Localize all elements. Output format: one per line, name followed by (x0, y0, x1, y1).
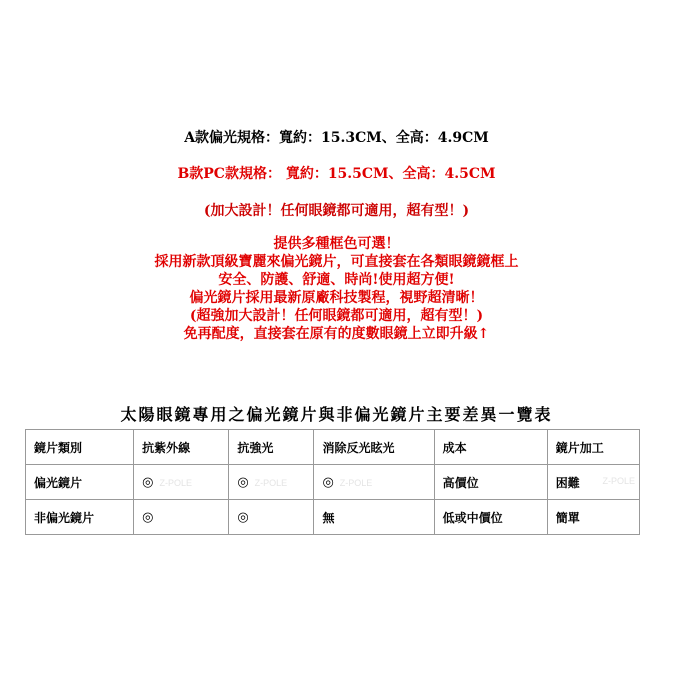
comparison-table-title: 太陽眼鏡專用之偏光鏡片與非偏光鏡片主要差異一覽表 (120, 405, 553, 424)
table-cell: 非偏光鏡片 (26, 500, 134, 535)
header-cell: 成本 (434, 430, 547, 465)
table-row (26, 465, 640, 500)
table-cell (134, 500, 229, 535)
double-circle-mark: ◎ (142, 509, 154, 525)
feature-list (0, 235, 673, 343)
double-circle-mark: ◎ (237, 474, 249, 490)
header-cell: 抗紫外線 (134, 430, 229, 465)
header-cell: 鏡片加工 (547, 430, 639, 465)
feature-item: 偏光鏡片採用最新原廠科技製程，視野超清晰！ (189, 290, 484, 306)
table-cell: 簡單 (547, 500, 639, 535)
double-circle-mark: ◎ (322, 474, 334, 490)
table-row (26, 500, 640, 535)
table-header-row (26, 430, 640, 465)
table-cell (314, 465, 434, 500)
feature-item: 免再配度，直接套在原有的度數眼鏡上立即升級↑ (183, 326, 490, 342)
watermark: Z-POLE (339, 477, 373, 488)
header-cell: 抗強光 (229, 430, 314, 465)
table-cell (229, 500, 314, 535)
double-circle-mark: ◎ (142, 474, 154, 490)
watermark: Z-POLE (159, 477, 193, 488)
table-cell: 無 (314, 500, 434, 535)
feature-item: 提供多種框色可選！ (273, 236, 400, 252)
table-cell (229, 465, 314, 500)
spec-note: (加大設計！任何眼鏡都可適用，超有型！) (203, 203, 470, 219)
table-cell (547, 465, 639, 500)
feature-item: 採用新款頂級寶麗來偏光鏡片，可直接套在各類眼鏡鏡框上 (154, 254, 519, 270)
header-cell: 鏡片類別 (26, 430, 134, 465)
comparison-table (25, 429, 640, 535)
watermark: Z-POLE (602, 476, 635, 486)
watermark: Z-POLE (254, 477, 288, 488)
table-cell: 偏光鏡片 (26, 465, 134, 500)
double-circle-mark: ◎ (237, 509, 249, 525)
spec-b-dimensions: B款PC款規格： 寬約：15.5CM、全高：4.5CM (177, 166, 496, 182)
header-cell: 消除反光眩光 (314, 430, 434, 465)
spec-a-dimensions: A款偏光規格：寬約：15.3CM、全高：4.9CM (184, 130, 489, 146)
cell-text: 困難 (555, 475, 580, 490)
table-cell: 低或中價位 (434, 500, 547, 535)
table-cell (134, 465, 229, 500)
feature-item: (超強加大設計！任何眼鏡都可適用，超有型！) (189, 308, 484, 324)
feature-item: 安全、防護、舒適、時尚!使用超方便! (218, 272, 455, 288)
table-cell: 高價位 (434, 465, 547, 500)
